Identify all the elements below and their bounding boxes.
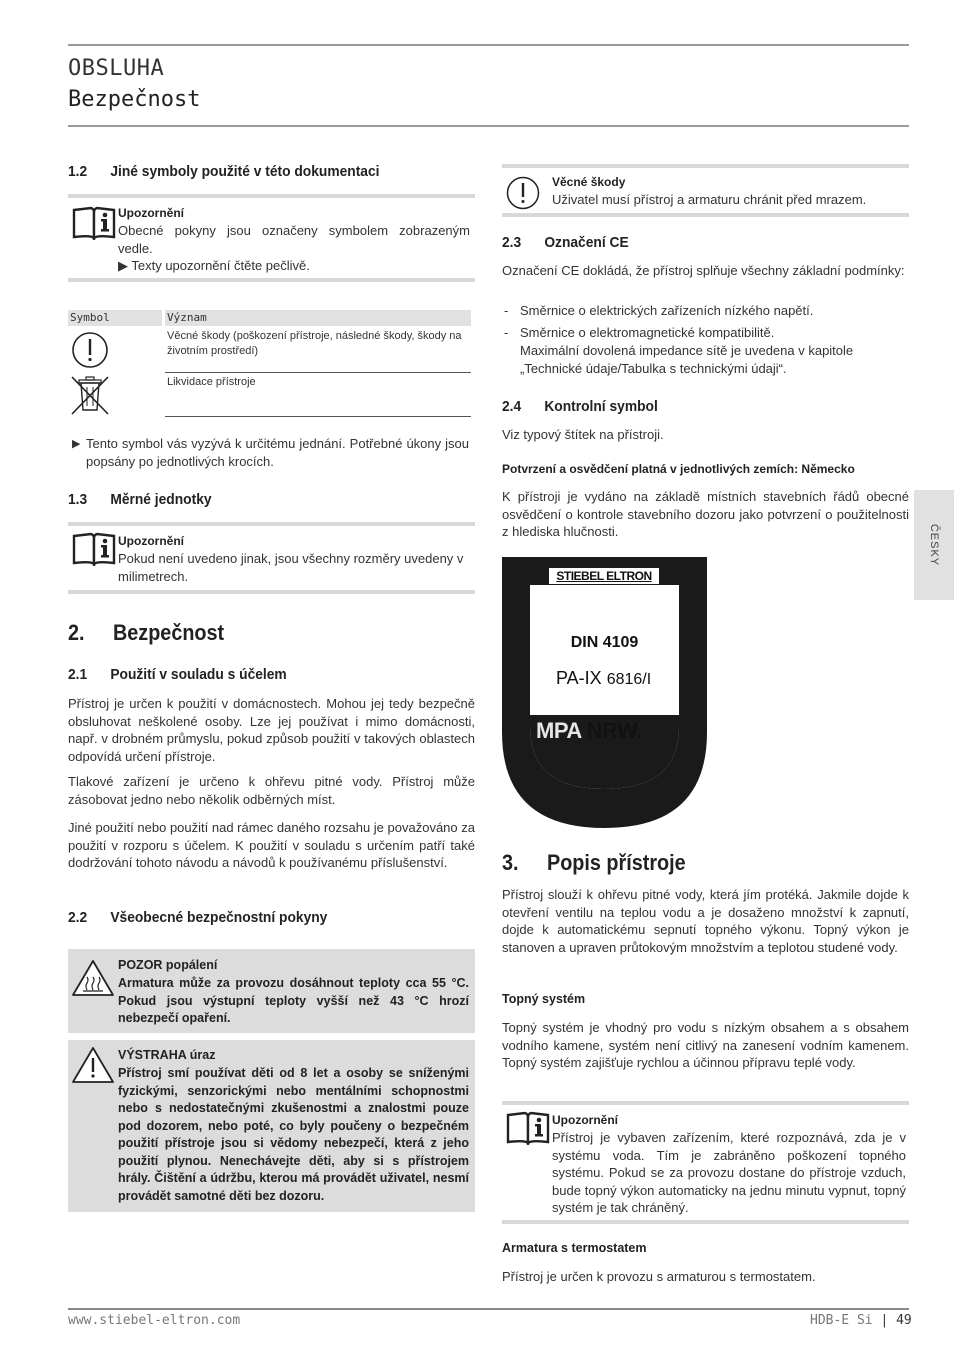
warning-text: Přístroj smí používat děti od 8 let a osoby se sníženými fyzickými, senzorickými nebo mentálními schopnostmi nebo s nedostatečnými zkušenostmi a znalostmi pouze pod dozorem, nebo poté, co byly poučeny o bezpečném použití přístroje jsou si vědomy nebezpečí, která z jeho použití plynou. Nenechávejte děti, aby si s přístrojem hrály. Čištění a údržbu, kterou má provádět uživatel, nesmí provádět samotné děti bez dozoru.	[118, 1066, 469, 1203]
subheading: Potvrzení a osvědčení platná v jednotlivých zemích: Německo	[502, 462, 855, 476]
nrw-text: NRW.	[586, 718, 642, 743]
certification-logo	[502, 557, 707, 828]
chapter-number: 3.	[502, 850, 519, 875]
section-title: Označení CE	[544, 234, 629, 251]
table-header-meaning: Význam	[165, 310, 471, 326]
table-header-symbol: Symbol	[68, 310, 162, 326]
warning-triangle-icon	[71, 1046, 115, 1084]
note-title: Upozornění	[118, 534, 184, 548]
pa-number: 6816/I	[606, 671, 652, 688]
section-number: 1.2	[68, 163, 88, 180]
section-title: Měrné jednotky	[110, 491, 212, 508]
table-divider	[165, 416, 471, 417]
paragraph: Jiné použití nebo použití nad rámec daného rozsahu je považováno za použití v rozporu s účelem. K použití v souladu s určením patří také dodržování tohoto návodu a návodů k používanému příslušenství.	[68, 820, 475, 870]
header-top-rule	[68, 44, 909, 46]
note-text: Přístroj je vybaven zařízením, které rozpoznává, zda je v systému voda. Tím je zabráněno poškození topného systému. Pokud se za provozu dostane do přístroje vzduch, bude topný výkon automaticky na jednu minutu vypnut, topný systém je tak chráněný.	[552, 1130, 906, 1215]
paragraph: Přístroj je určen k provozu s armaturou s termostatem.	[502, 1269, 816, 1284]
list-bullet: -	[504, 303, 509, 318]
note-action: ▶ Texty upozornění čtěte pečlivě.	[118, 258, 310, 273]
paragraph: Přístroj slouží k ohřevu pitné vody, která jím protéká. Jakmile dojde k otevření ventilu na teplou vodu a je dosaženo množství k zapnutí, dojde k automatickému sepnutí topného výkonu. Topný výkon je stanoven a upraven průtokovým množstvím a teplotou studené vody.	[502, 887, 909, 955]
note-box	[68, 194, 475, 284]
list-item: Směrnice o elektromagnetické kompatibilitě.	[520, 325, 775, 340]
note-box	[502, 1101, 909, 1225]
section-title: Jiné symboly použité v této dokumentaci	[110, 163, 380, 180]
subheading: Armatura s termostatem	[502, 1241, 647, 1255]
paragraph: Tlakové zařízení je určeno k ohřevu pitné vody. Přístroj může zásobovat jedno nebo několik odběrných míst.	[68, 774, 475, 807]
section-title: Všeobecné bezpečnostní pokyny	[110, 909, 328, 926]
note-box	[68, 522, 475, 594]
section-2-3-heading	[502, 234, 629, 251]
paragraph: K přístroji je vydáno na základě místních stavebních řádů obecné osvědčení o kontrole stavebního dozoru jako potvrzení o použitelnosti z hlediska hlučnosti.	[502, 489, 909, 539]
paragraph: Přístroj je určen k použití v domácnostech. Mohou jej tedy bezpečně obsluhovat neškolené osoby. Lze jej používat i mimo domácnosti, např. v drobném průmyslu, pokud způsob použití v takových oblastech odpovídá určení přístroje.	[68, 696, 475, 764]
mpa-nrw-label	[536, 718, 642, 744]
paragraph: Označení CE dokládá, že přístroj splňuje všechny základní podmínky:	[502, 263, 905, 278]
page-title: Bezpečnost	[68, 87, 201, 112]
section-number: 1.3	[68, 491, 88, 508]
footer-separator: |	[880, 1313, 889, 1328]
footer-page-info	[810, 1313, 912, 1328]
note-title: Upozornění	[552, 1113, 618, 1127]
note-box	[502, 164, 909, 218]
info-book-icon	[505, 1111, 551, 1145]
section-number: 2.4	[502, 398, 522, 415]
warning-title: VÝSTRAHA úraz	[118, 1048, 216, 1062]
list-item-continuation: Maximální dovolená impedance sítě je uvedena v kapitole „Technické údaje/Tabulka s technickými údaji“.	[520, 343, 854, 376]
section-number: 2.1	[68, 666, 88, 683]
u-mark-logo	[502, 557, 707, 828]
section-number: 2.3	[502, 234, 522, 251]
footer-rule	[68, 1308, 909, 1310]
caution-text: Armatura může za provozu dosáhnout teploty cca 55 °C. Pokud jsou výstupní teploty vyšší než 43 °C hrozí nebezpečí opaření.	[118, 976, 469, 1025]
subheading: Topný systém	[502, 992, 586, 1006]
section-2-1-heading	[68, 666, 287, 683]
header-bottom-rule	[68, 125, 909, 127]
note-title: Upozornění	[118, 206, 184, 220]
paragraph: Viz typový štítek na přístroji.	[502, 427, 664, 442]
table-divider	[165, 372, 471, 373]
language-tab	[914, 490, 954, 600]
section-number: 2.2	[68, 909, 88, 926]
info-book-icon	[71, 532, 117, 566]
section-title: Použití v souladu s účelem	[110, 666, 287, 683]
note-text: Pokud není uvedeno jinak, jsou všechny rozměry uvedeny v milimetrech.	[118, 551, 464, 584]
caution-box	[68, 949, 475, 1033]
section-2-2-heading	[68, 909, 327, 926]
table-cell-meaning: Věcné škody (poškození přístroje, následné škody, škody na životním prostředí)	[167, 330, 462, 357]
section-title: Kontrolní symbol	[544, 398, 658, 415]
warning-box	[68, 1040, 475, 1212]
action-arrow-icon: ▶	[72, 438, 81, 450]
note-text: Uživatel musí přístroj a armaturu chránit před mrazem.	[552, 192, 867, 207]
footer-model: HDB-E Si	[810, 1313, 873, 1328]
section-2-4-heading	[502, 398, 658, 415]
exclamation-circle-icon	[506, 176, 540, 210]
din-label: DIN 4109	[570, 634, 639, 651]
header-section: OBSLUHA	[68, 56, 165, 81]
action-text: Tento symbol vás vyzývá k určitému jednání. Potřebné úkony jsou popsány po jednotlivých krocích.	[86, 436, 469, 469]
pa-label	[556, 668, 651, 689]
note-text: Obecné pokyny jsou označeny symbolem zobrazeným vedle.	[118, 223, 470, 256]
crossed-bin-icon	[70, 374, 110, 416]
paragraph: Topný systém je vhodný pro vodu s nízkým obsahem a s obsahem vodního kamene, systém není citlivý na zanesení vodním kamenem. Topný systém zajišťuje rychlou a účinnou přípravu teplé vody.	[502, 1020, 909, 1070]
table-cell-meaning: Likvidace přístroje	[167, 376, 256, 388]
chapter-number: 2.	[68, 620, 85, 645]
list-item: Směrnice o elektrických zařízeních nízkého napětí.	[520, 303, 814, 318]
mpa-text: MPA	[536, 718, 581, 743]
language-tab-label: ČESKY	[928, 523, 940, 567]
chapter-3-heading	[502, 850, 686, 876]
chapter-2-heading	[68, 620, 224, 646]
note-title: Věcné škody	[552, 175, 626, 189]
brand-text: STIEBEL ELTRON	[556, 569, 652, 583]
section-1-2-heading	[68, 163, 379, 180]
chapter-title: Bezpečnost	[113, 620, 225, 645]
hot-surface-warning-icon	[71, 959, 115, 997]
chapter-title: Popis přístroje	[547, 850, 686, 875]
section-1-3-heading	[68, 491, 212, 508]
page-number: 49	[896, 1313, 912, 1328]
pa-code: PA-IX	[556, 668, 602, 688]
footer-url[interactable]: www.stiebel-eltron.com	[68, 1313, 241, 1328]
caution-title: POZOR popálení	[118, 958, 218, 972]
list-bullet: -	[504, 325, 509, 340]
info-book-icon	[71, 206, 117, 240]
exclamation-circle-icon	[71, 331, 109, 369]
